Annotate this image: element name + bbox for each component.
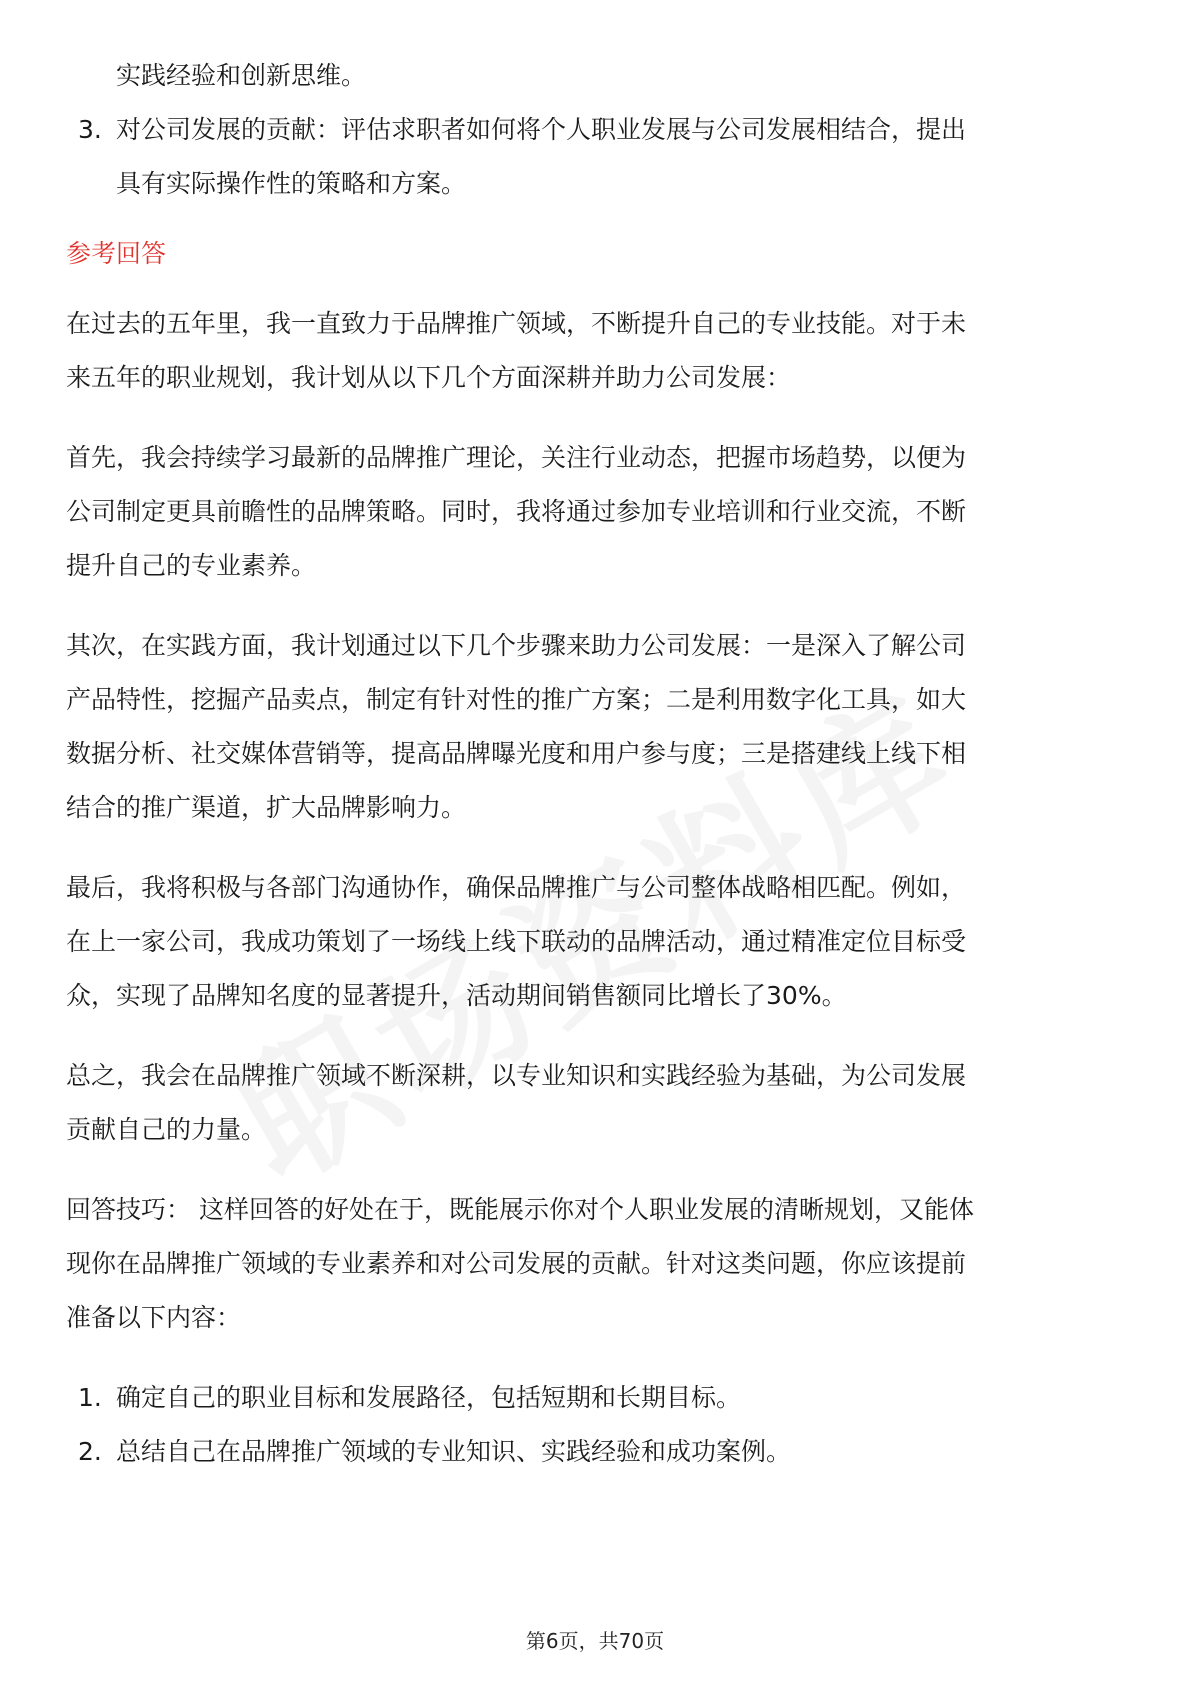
list-item-1-number: 1.	[78, 1383, 102, 1412]
paragraph-2-line-3: 提升自己的专业素养。	[66, 551, 317, 580]
paragraph-5-line-2: 贡献自己的力量。	[66, 1115, 267, 1144]
list-item-2-number: 2.	[78, 1437, 102, 1466]
paragraph-2-line-1: 首先，我会持续学习最新的品牌推广理论，关注行业动态，把握市场趋势，以便为	[66, 443, 967, 472]
paragraph-2-line-2: 公司制定更具前瞻性的品牌策略。同时，我将通过参加专业培训和行业交流，不断	[66, 497, 967, 526]
paragraph-3-line-2: 产品特性，挖掘产品卖点，制定有针对性的推广方案；二是利用数字化工具，如大	[66, 685, 967, 714]
list-item-3-line-2: 具有实际操作性的策略和方案。	[116, 169, 467, 198]
list-item-3-number: 3.	[78, 115, 102, 144]
paragraph-4-line-2: 在上一家公司，我成功策划了一场线上线下联动的品牌活动，通过精准定位目标受	[66, 927, 967, 956]
paragraph-4-line-3: 众，实现了品牌知名度的显著提升，活动期间销售额同比增长了30%。	[66, 981, 847, 1010]
list-item-2-continuation: 实践经验和创新思维。	[116, 61, 367, 90]
paragraph-1-line-1: 在过去的五年里，我一直致力于品牌推广领域，不断提升自己的专业技能。对于未	[66, 309, 967, 338]
paragraph-3-line-1: 其次，在实践方面，我计划通过以下几个步骤来助力公司发展：一是深入了解公司	[66, 631, 967, 660]
paragraph-6-line-3: 准备以下内容：	[66, 1303, 242, 1332]
list-item-1-text: 确定自己的职业目标和发展路径，包括短期和长期目标。	[116, 1383, 742, 1412]
list-item-3-line-1: 对公司发展的贡献：评估求职者如何将个人职业发展与公司发展相结合，提出	[116, 115, 967, 144]
paragraph-1-line-2: 来五年的职业规划，我计划从以下几个方面深耕并助力公司发展：	[66, 363, 792, 392]
page-number-footer: 第6页，共70页	[525, 1629, 665, 1653]
paragraph-6-line-1: 回答技巧： 这样回答的好处在于，既能展示你对个人职业发展的清晰规划，又能体	[66, 1195, 974, 1224]
list-item-2-text: 总结自己在品牌推广领域的专业知识、实践经验和成功案例。	[116, 1437, 792, 1466]
paragraph-3-line-4: 结合的推广渠道，扩大品牌影响力。	[66, 793, 467, 822]
paragraph-4-line-1: 最后，我将积极与各部门沟通协作，确保品牌推广与公司整体战略相匹配。例如，	[66, 873, 967, 902]
paragraph-5-line-1: 总之，我会在品牌推广领域不断深耕，以专业知识和实践经验为基础，为公司发展	[66, 1061, 967, 1090]
section-heading: 参考回答	[66, 239, 167, 268]
paragraph-6-line-2: 现你在品牌推广领域的专业素养和对公司发展的贡献。针对这类问题，你应该提前	[66, 1249, 967, 1278]
paragraph-3-line-3: 数据分析、社交媒体营销等，提高品牌曝光度和用户参与度；三是搭建线上线下相	[66, 739, 967, 768]
